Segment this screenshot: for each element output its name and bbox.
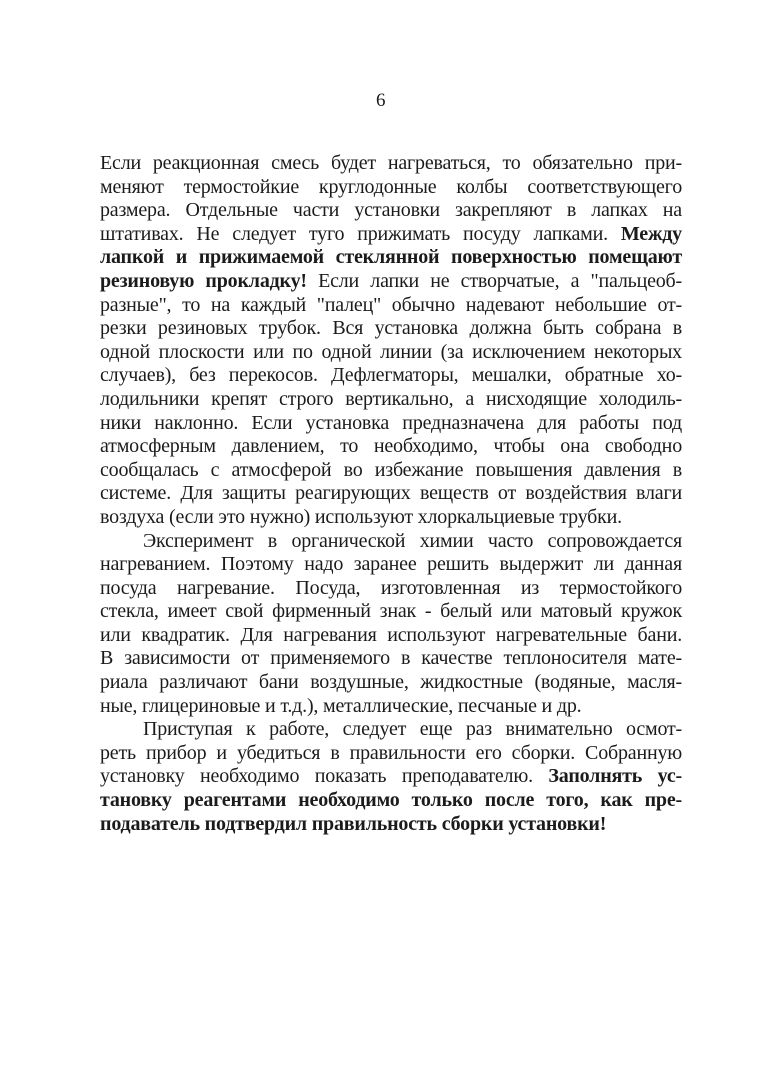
text-line (100, 459, 682, 483)
text-line (100, 364, 682, 388)
bold-text-segment: Между (620, 222, 682, 245)
text-line (100, 246, 682, 270)
text-segment: В зависимости от применяемого в качестве теплоносителя мате- (100, 647, 682, 670)
text-segment: Эксперимент в органической химии часто сопровождается (143, 529, 682, 552)
text-line (100, 577, 682, 601)
text-line (100, 718, 682, 742)
text-segment: установку необходимо показать преподавателю. (100, 765, 549, 788)
text-segment: реть прибор и убедиться в правильности его сборки. Собранную (100, 741, 682, 764)
text-segment: лодильники крепят строго вертикально, а нисходящие холодиль- (100, 387, 682, 410)
text-segment: одной плоскости или по одной линии (за исключением некоторых (100, 340, 682, 363)
text-segment: стекла, имеет свой фирменный знак - белый или матовый кружок (100, 600, 682, 623)
text-line (100, 152, 682, 176)
text-line (100, 294, 682, 318)
bold-text-segment: Заполнять ус- (548, 765, 682, 788)
text-line (100, 506, 682, 530)
text-line (100, 647, 682, 671)
bold-text-segment: резиновую прокладку! (100, 269, 307, 292)
paragraph (100, 152, 682, 530)
text-segment: ные, глицериновые и т.д.), металлические, песчаные и др. (100, 694, 582, 717)
text-segment: Если реакционная смесь будет нагреваться, то обязательно при- (100, 152, 682, 174)
text-line (100, 176, 682, 200)
text-segment: атмосферным давлением, то необходимо, чтобы она свободно (100, 435, 682, 458)
text-segment: меняют термостойкие круглодонные колбы соответствующего (100, 175, 682, 198)
text-line (100, 341, 682, 365)
text-line (100, 270, 682, 294)
text-line (100, 553, 682, 577)
page-body (100, 152, 682, 836)
text-line (100, 388, 682, 412)
text-line (100, 412, 682, 436)
text-line (100, 765, 682, 789)
text-segment: резки резиновых трубок. Вся установка должна быть собрана в (100, 317, 682, 340)
paragraph (100, 530, 682, 719)
text-segment: риала различают бани воздушные, жидкостные (водяные, масля- (100, 671, 682, 694)
text-line (100, 624, 682, 648)
paragraph (100, 718, 682, 836)
text-line (100, 482, 682, 506)
page-number: 6 (376, 90, 386, 111)
text-line (100, 695, 682, 719)
text-line (100, 317, 682, 341)
text-line (100, 671, 682, 695)
text-segment: Приступая к работе, следует еще раз внимательно осмот- (143, 718, 682, 741)
text-segment: сообщалась с атмосферой во избежание повышения давления в (100, 458, 682, 481)
text-segment: воздуха (если это нужно) используют хлоркальциевые трубки. (100, 505, 622, 528)
text-line (100, 742, 682, 766)
text-segment: посуда нагревание. Посуда, изготовленная из термостойкого (100, 576, 682, 599)
bold-text-segment: лапкой и прижимаемой стеклянной поверхностью помещают (100, 246, 682, 269)
text-segment: системе. Для защиты реагирующих веществ от воздействия влаги (100, 482, 682, 505)
text-segment: штативах. Не следует туго прижимать посуду лапками. (100, 222, 621, 245)
text-line (100, 223, 682, 247)
text-segment: случаев), без перекосов. Дефлегматоры, мешалки, обратные хо- (100, 364, 682, 387)
text-line (100, 435, 682, 459)
text-line (100, 813, 682, 837)
text-line (100, 530, 682, 554)
text-segment: ники наклонно. Если установка предназначена для работы под (100, 411, 682, 434)
bold-text-segment: тановку реагентами необходимо только после того, как пре- (100, 789, 682, 812)
bold-text-segment: подаватель подтвердил правильность сборки установки! (100, 812, 607, 835)
text-line (100, 199, 682, 223)
text-segment: нагреванием. Поэтому надо заранее решить выдержит ли данная (100, 553, 682, 576)
text-line (100, 600, 682, 624)
text-segment: размера. Отдельные части установки закрепляют в лапках на (100, 199, 682, 222)
text-line (100, 789, 682, 813)
text-segment: Если лапки не створчатые, а "пальцеоб- (306, 269, 682, 292)
text-segment: разные", то на каждый "палец" обычно надевают небольшие от- (100, 293, 682, 316)
text-segment: или квадратик. Для нагревания используют нагревательные бани. (100, 623, 682, 646)
